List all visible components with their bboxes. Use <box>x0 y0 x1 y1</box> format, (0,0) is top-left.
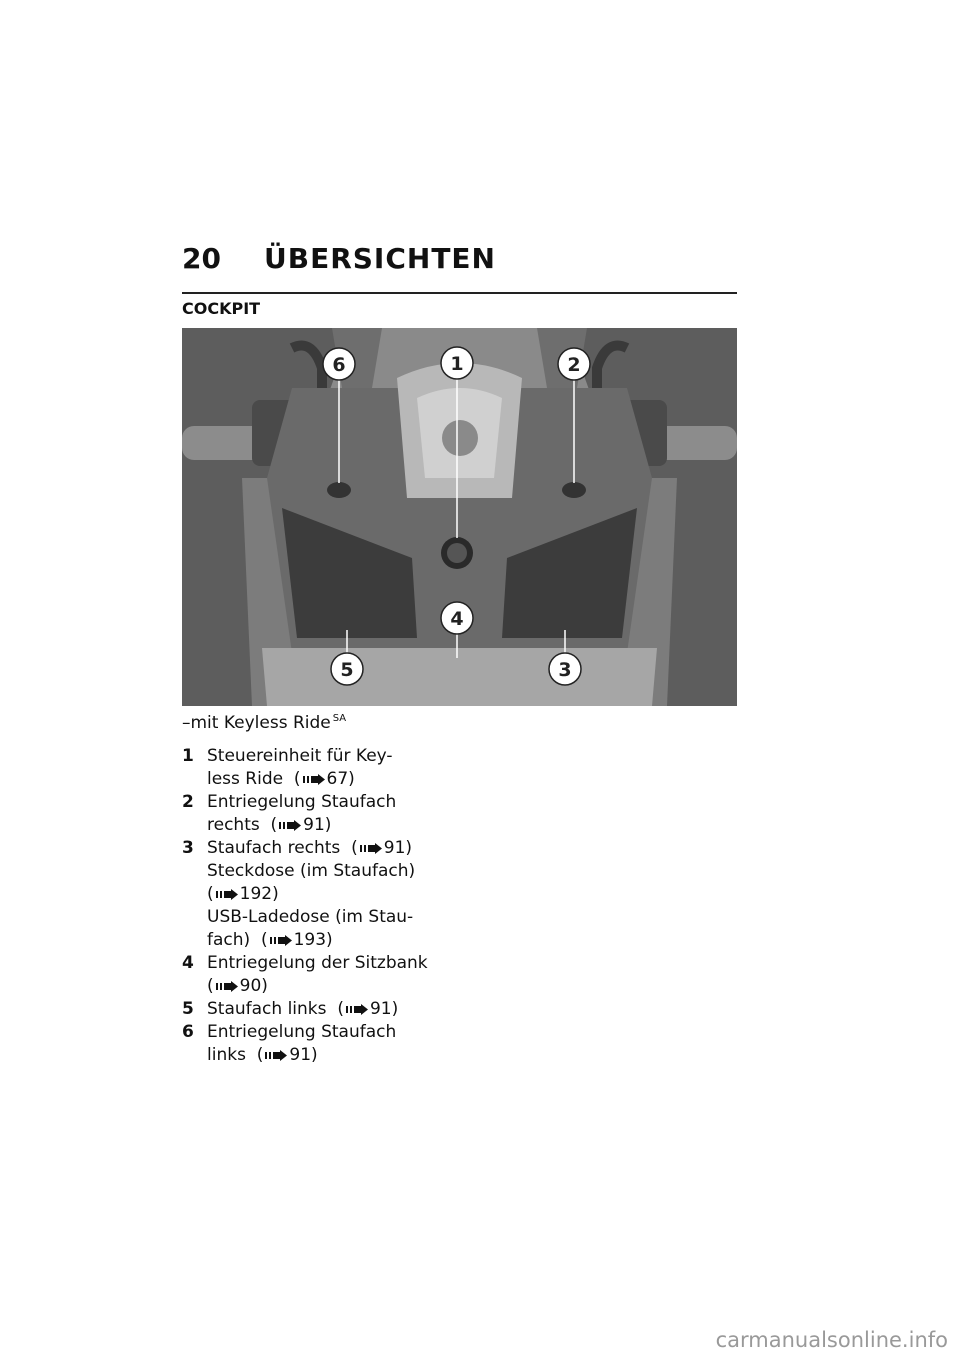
page-ref-arrow-icon <box>265 1050 287 1061</box>
legend-text: rechts <box>207 815 260 835</box>
legend-number: 2 <box>182 792 194 812</box>
page-ref-arrow-icon <box>346 1004 368 1015</box>
legend-text: fach) <box>207 930 251 950</box>
callout-1 <box>441 347 473 379</box>
page-reference[interactable]: ( 91) <box>337 999 399 1019</box>
legend-item-4 <box>182 952 482 998</box>
svg-text:5: 5 <box>340 659 354 681</box>
legend-list <box>182 745 482 1067</box>
page-number: 20 <box>182 242 221 275</box>
legend-text: USB-Ladedose (im Stau- <box>207 907 414 927</box>
callout-4 <box>441 602 473 634</box>
svg-text:6: 6 <box>332 354 346 376</box>
callout-5 <box>331 653 363 685</box>
watermark: carmanualsonline.info <box>715 1328 948 1352</box>
page-ref-arrow-icon <box>270 935 292 946</box>
svg-text:2: 2 <box>567 354 581 376</box>
svg-text:4: 4 <box>450 608 464 630</box>
svg-text:3: 3 <box>558 659 572 681</box>
page-ref-arrow-icon <box>303 774 325 785</box>
legend-item-6 <box>182 1021 482 1067</box>
legend-item-3 <box>182 837 482 860</box>
variant-superscript: SA <box>332 713 347 724</box>
page-reference[interactable]: ( 193) <box>260 930 333 950</box>
legend-number <box>182 906 207 952</box>
callout-2 <box>558 348 590 380</box>
legend-text: Entriegelung der Sitzbank <box>207 953 428 973</box>
page-reference[interactable]: ( 192) <box>207 884 279 904</box>
legend-item-2 <box>182 791 482 837</box>
page-reference[interactable]: ( 91) <box>270 815 332 835</box>
variant-note <box>182 713 346 733</box>
legend-text: Staufach rechts <box>207 838 341 858</box>
page-ref-arrow-icon <box>216 981 238 992</box>
variant-text: –mit Keyless Ride <box>182 713 331 733</box>
legend-number <box>182 860 207 906</box>
legend-text: Entriegelung Staufach <box>207 1022 397 1042</box>
page-ref-arrow-icon <box>216 889 238 900</box>
legend-number: 5 <box>182 999 194 1019</box>
legend-text: Entriegelung Staufach <box>207 792 397 812</box>
header-rule <box>182 292 737 294</box>
page-ref-arrow-icon <box>360 843 382 854</box>
legend-text: Staufach links <box>207 999 327 1019</box>
legend-item-1 <box>182 745 482 791</box>
chapter-title: ÜBERSICHTEN <box>264 242 496 275</box>
section-title: COCKPIT <box>182 299 261 318</box>
legend-item-3-usb <box>182 906 482 952</box>
legend-number: 6 <box>182 1022 194 1042</box>
legend-text: less Ride <box>207 769 284 789</box>
legend-text: Steckdose (im Staufach) <box>207 861 416 881</box>
legend-text: links <box>207 1045 246 1065</box>
page-reference[interactable]: ( 91) <box>351 838 413 858</box>
page-reference[interactable]: ( 91) <box>256 1045 318 1065</box>
page-ref-arrow-icon <box>279 820 301 831</box>
legend-item-5 <box>182 998 482 1021</box>
page-reference[interactable]: ( 90) <box>207 976 268 996</box>
cockpit-figure <box>182 328 737 706</box>
legend-text: Steuereinheit für Key- <box>207 746 393 766</box>
page-reference[interactable]: ( 67) <box>293 769 355 789</box>
legend-item-3-socket <box>182 860 482 906</box>
callout-3 <box>549 653 581 685</box>
legend-number: 1 <box>182 746 194 766</box>
svg-text:1: 1 <box>450 353 464 375</box>
callout-6 <box>323 348 355 380</box>
legend-number: 3 <box>182 838 194 858</box>
legend-number: 4 <box>182 953 194 973</box>
